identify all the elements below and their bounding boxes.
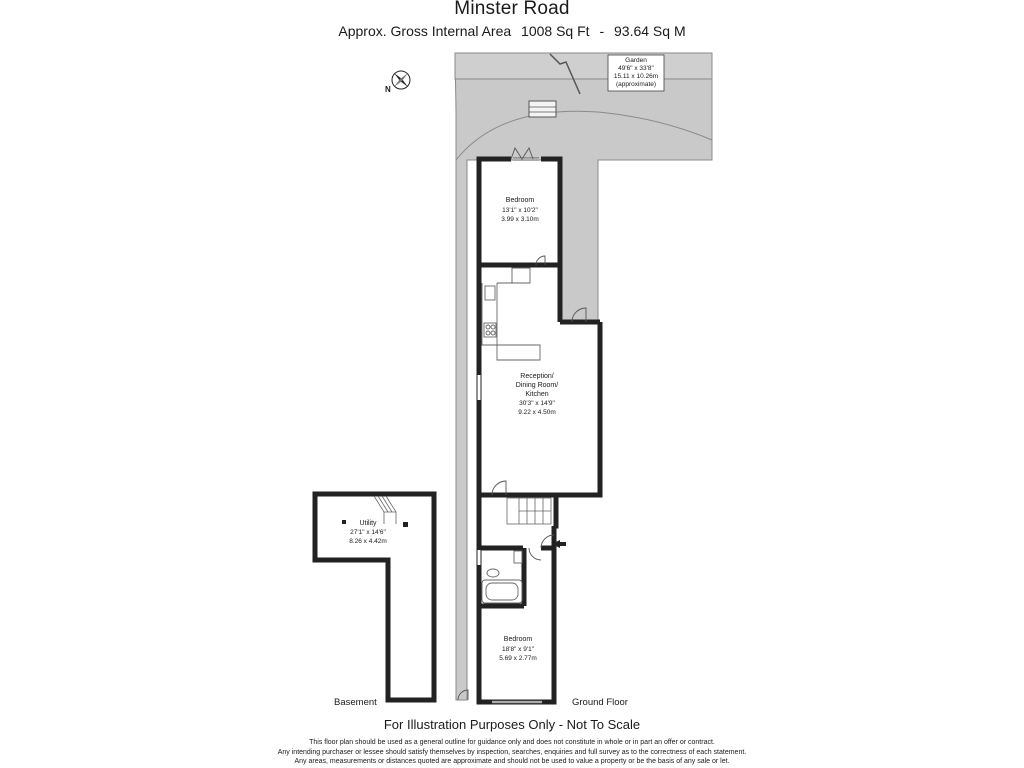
- basement-column-icon-2: [342, 520, 346, 524]
- basement-floor-label: Basement: [334, 697, 377, 708]
- garden-dim-imperial: 49'6" x 33'8": [618, 65, 654, 72]
- garden-back-strip: [455, 53, 712, 79]
- basement-column-icon: [403, 522, 408, 527]
- disclaimer-line-2: Any intending purchaser or lessee should satisfy themselves by inspection, searches, enquiries and full survey as to the correctness of each statement.: [277, 748, 747, 756]
- room-bedroom-rear: [501, 197, 539, 223]
- disclaimer-line-3: Any areas, measurements or distances quoted are approximate and should not be used to value a property or be the basis of any sale or let.: [294, 758, 730, 765]
- bathroom-fixtures: [482, 551, 522, 603]
- kitchen-units: [482, 268, 540, 360]
- bedroom-front-dim-metric: 5.69 x 2.77m: [499, 655, 537, 662]
- illustration-note: For Illustration Purposes Only - Not To Scale: [383, 717, 641, 732]
- reception-name-line2: Dining Room/: [515, 382, 559, 389]
- area-sqm: 93.64 Sq M: [614, 23, 686, 39]
- room-reception: [516, 373, 558, 416]
- area-separator: -: [599, 23, 605, 39]
- utility-dim-metric: 8.26 x 4.42m: [349, 538, 387, 545]
- disclaimer-line-1: This floor plan should be used as a general outline for guidance only and does not constitute in whole or in part an offer or contract.: [309, 739, 715, 746]
- reception-name-line1: Reception/: [520, 373, 554, 380]
- staircase-ground-icon: [507, 498, 551, 524]
- bedroom-front-dim-imperial: 18'8" x 9'1": [501, 646, 535, 653]
- room-utility: [349, 520, 387, 545]
- reception-name-line3: Kitchen: [525, 391, 549, 398]
- bedroom-rear-dim-imperial: 13'1" x 10'2": [502, 207, 538, 214]
- bedroom-rear-name: Bedroom: [505, 197, 535, 204]
- area-sqft: 1008 Sq Ft: [521, 23, 590, 39]
- garden-dim-metric: 15.11 x 10.26m: [613, 73, 659, 80]
- staircase-basement-icon: [374, 496, 396, 524]
- toilet-icon: [487, 569, 499, 577]
- basin-icon: [514, 551, 522, 563]
- window-glazing-lines: [492, 158, 542, 703]
- ground-floor-label: Ground Floor: [572, 697, 628, 708]
- utility-dim-imperial: 27'1" x 14'6": [350, 529, 386, 536]
- bedroom-rear-dim-metric: 3.99 x 3.10m: [501, 216, 539, 223]
- plan-title: Minster Road: [454, 0, 570, 19]
- garden-note: (approximate): [615, 81, 657, 88]
- disclaimer: [0, 738, 1024, 767]
- reception-dim-imperial: 30'3" x 14'9": [519, 400, 555, 407]
- area-label: Approx. Gross Internal Area: [338, 23, 512, 39]
- room-bedroom-front: [499, 636, 537, 662]
- reception-dim-metric: 9.22 x 4.50m: [518, 409, 556, 416]
- garden-steps-icon: [529, 101, 556, 117]
- bedroom-front-name: Bedroom: [503, 636, 533, 643]
- utility-name: Utility: [359, 520, 377, 527]
- compass-icon: [385, 71, 410, 94]
- garden-name: Garden: [625, 57, 647, 64]
- north-label: N: [385, 85, 391, 94]
- window-marks: [479, 159, 542, 702]
- kitchen-sink-icon: [485, 286, 495, 300]
